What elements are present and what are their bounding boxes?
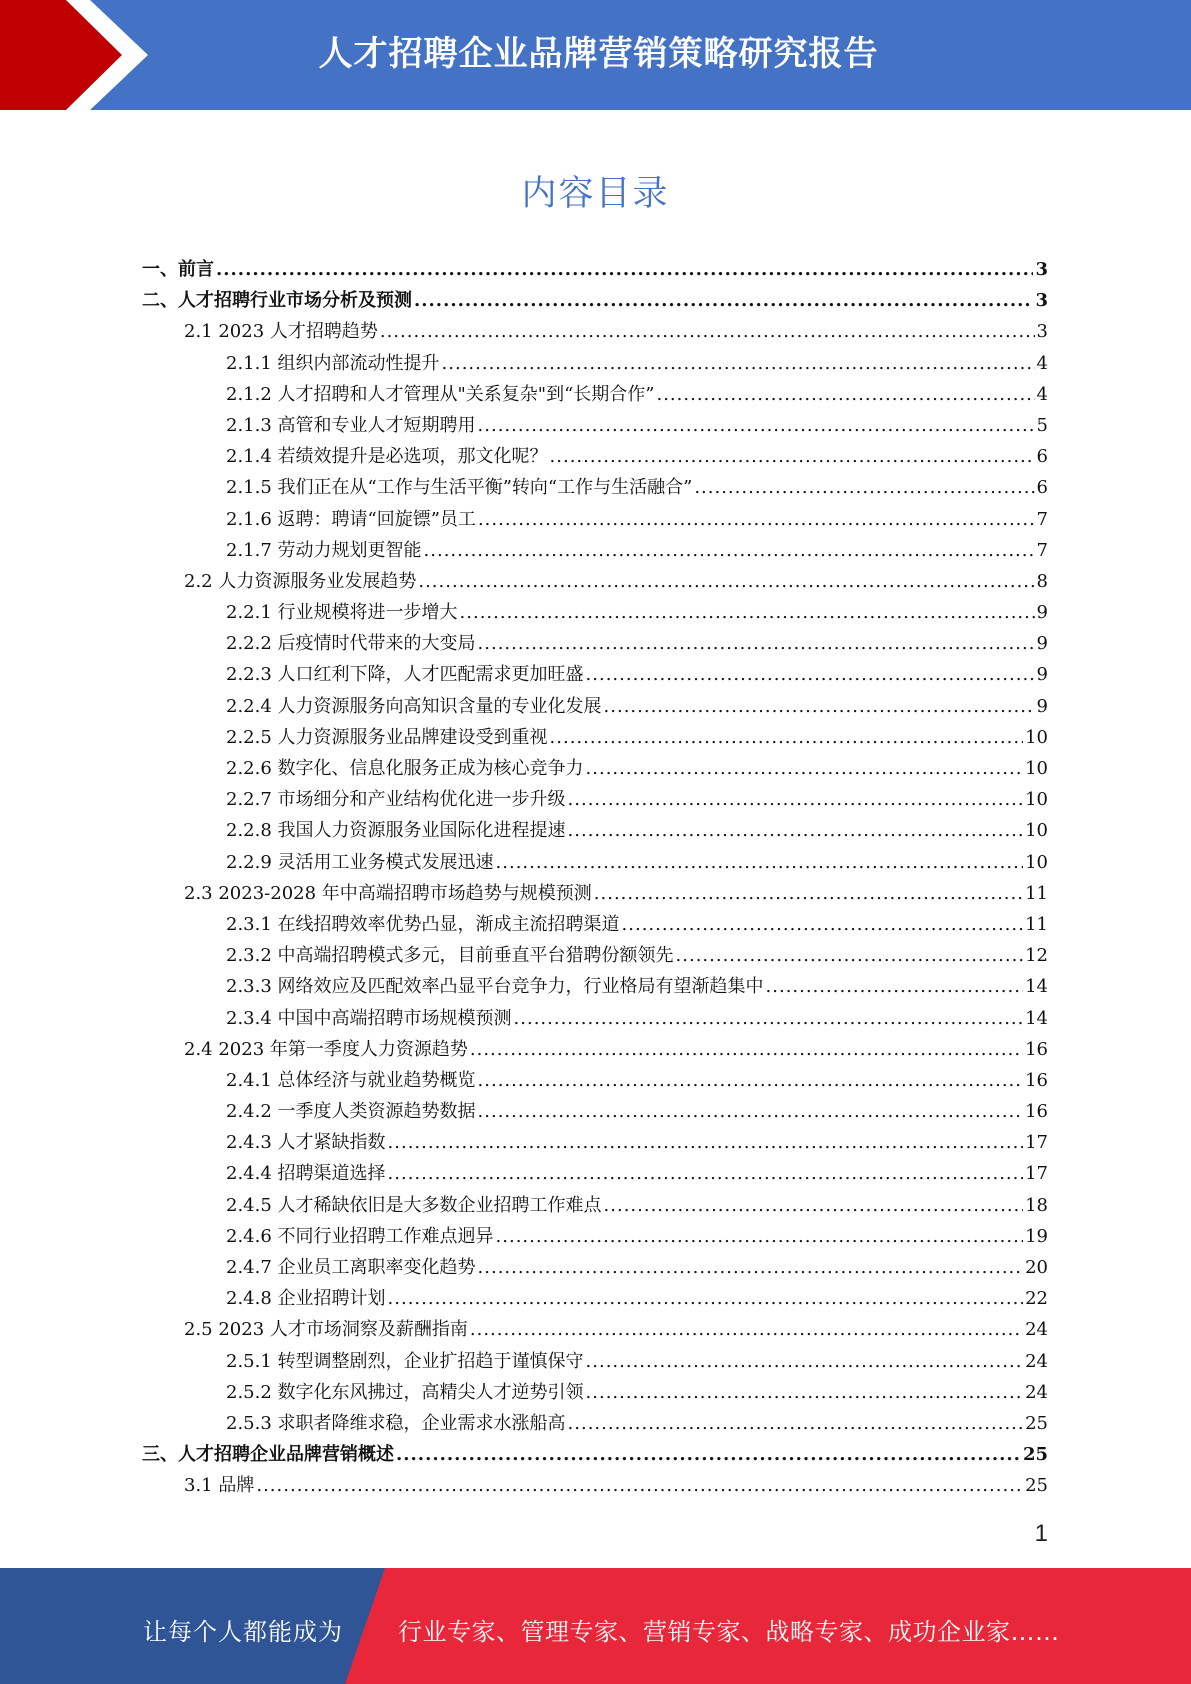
toc-entry-page: 24 [1025,1350,1048,1372]
toc-entry-page: 16 [1025,1038,1048,1060]
toc-entry-title: 2.2.6 数字化、信息化服务正成为核心竞争力 [226,758,584,779]
toc-entry-title: 2.2.2 后疫情时代带来的大变局 [226,633,476,655]
toc-entry-page: 3 [1035,259,1048,280]
toc-entry[interactable] [142,1408,1048,1439]
toc-leader-dots [442,348,1035,379]
toc-entry-page: 16 [1025,1101,1048,1123]
toc-entry-page: 3 [1036,321,1048,343]
toc-entry-page: 14 [1025,976,1048,998]
toc-leader-dots [496,1221,1024,1252]
report-title: 人才招聘企业品牌营销策略研究报告 [318,34,879,74]
toc-entry-title: 2.1.6 返聘：聘请“回旋镖”员工 [226,508,476,530]
toc-entry-page: 25 [1025,1412,1048,1434]
toc-entry[interactable] [142,628,1048,659]
toc-entry-page: 8 [1036,570,1048,592]
footer-slogan-left: 让每个人都能成为 [143,1618,343,1646]
toc-entry-title: 一、前言 [142,259,214,280]
toc-entry-page: 22 [1025,1288,1048,1310]
toc-leader-dots [568,815,1024,846]
toc-leader-dots [514,1003,1024,1034]
toc-entry[interactable] [142,847,1048,878]
toc-entry-title: 2.5 2023 人才市场洞察及薪酬指南 [184,1319,468,1341]
toc-entry[interactable] [142,1252,1048,1283]
toc-leader-dots [586,1346,1024,1377]
toc-entry[interactable] [142,815,1048,846]
toc-entry[interactable] [142,1065,1048,1096]
toc-leader-dots [470,1034,1023,1065]
toc-entry-title: 2.1.3 高管和专业人才短期聘用 [226,414,476,436]
toc-entry-page: 5 [1036,414,1048,436]
toc-leader-dots [622,909,1024,940]
toc-entry[interactable] [142,1158,1048,1189]
toc-entry-title: 2.1.2 人才招聘和人才管理从"关系复杂"到“长期合作” [226,383,655,405]
toc-entry[interactable] [142,1283,1048,1314]
toc-leader-dots [586,1377,1024,1408]
toc-entry-page: 17 [1025,1132,1048,1154]
toc-entry[interactable] [142,659,1048,690]
table-of-contents [142,254,1048,1502]
toc-leader-dots [496,847,1024,878]
toc-entry-title: 2.4.8 企业招聘计划 [226,1288,386,1310]
toc-entry-page: 4 [1036,352,1048,374]
toc-entry-page: 10 [1025,789,1048,811]
toc-entry[interactable] [142,410,1048,441]
toc-entry-page: 25 [1022,1444,1048,1466]
toc-entry-page: 24 [1025,1319,1048,1341]
toc-entry-page: 10 [1025,758,1048,779]
toc-heading: 内容目录 [521,174,670,214]
toc-entry[interactable] [142,753,1048,784]
toc-entry[interactable] [142,597,1048,628]
page-number: 1 [1034,1520,1048,1547]
toc-leader-dots [550,722,1024,753]
toc-entry-title: 2.2.8 我国人力资源服务业国际化进程提速 [226,820,566,842]
toc-leader-dots [216,254,1033,285]
toc-entry[interactable] [142,691,1048,722]
toc-entry-title: 2.3.1 在线招聘效率优势凸显，渐成主流招聘渠道 [226,913,620,935]
toc-entry[interactable] [142,1003,1048,1034]
toc-leader-dots [766,971,1024,1002]
toc-entry-page: 6 [1036,477,1048,499]
toc-entry-title: 2.1.5 我们正在从“工作与生活平衡”转向“工作与生活融合” [226,477,693,499]
toc-leader-dots [694,472,1034,503]
toc-entry[interactable] [142,1439,1048,1470]
toc-entry-title: 2.4.6 不同行业招聘工作难点迥异 [226,1225,494,1247]
toc-entry[interactable] [142,1470,1048,1501]
toc-entry[interactable] [142,379,1048,410]
toc-entry-page: 18 [1025,1194,1048,1216]
toc-entry[interactable] [142,940,1048,971]
toc-entry-title: 2.2.4 人力资源服务向高知识含量的专业化发展 [226,695,602,717]
toc-leader-dots [594,878,1023,909]
toc-entry-title: 3.1 品牌 [184,1475,255,1497]
toc-leader-dots [604,691,1035,722]
toc-leader-dots [568,784,1024,815]
toc-entry-page: 10 [1025,820,1048,842]
toc-entry[interactable] [142,784,1048,815]
toc-entry[interactable] [142,1190,1048,1221]
toc-entry-title: 2.3 2023-2028 年中高端招聘市场趋势与规模预测 [184,882,592,904]
toc-entry-page: 11 [1025,882,1048,904]
toc-entry[interactable] [142,348,1048,379]
toc-entry-title: 2.4.2 一季度人类资源趋势数据 [226,1101,476,1123]
toc-leader-dots [256,1470,1023,1501]
toc-entry-title: 2.4 2023 年第一季度人力资源趋势 [184,1038,468,1060]
toc-entry-title: 2.4.5 人才稀缺依旧是大多数企业招聘工作难点 [226,1194,602,1216]
toc-entry[interactable] [142,566,1048,597]
toc-entry[interactable] [142,1096,1048,1127]
toc-entry[interactable] [142,535,1048,566]
toc-leader-dots [656,379,1034,410]
toc-entry[interactable] [142,254,1048,285]
toc-entry-page: 25 [1025,1475,1048,1497]
toc-entry-page: 9 [1036,633,1048,655]
header-banner [0,0,1191,110]
toc-entry-title: 2.2.5 人力资源服务业品牌建设受到重视 [226,726,548,748]
toc-entry-title: 2.3.2 中高端招聘模式多元，目前垂直平台猎聘份额领先 [226,945,674,967]
toc-entry[interactable] [142,1346,1048,1377]
footer-banner [0,1568,1191,1684]
toc-leader-dots [388,1158,1024,1189]
toc-entry[interactable] [142,1314,1048,1345]
toc-entry-title: 2.2.9 灵活用工业务模式发展迅速 [226,851,494,873]
toc-leader-dots [418,566,1034,597]
toc-entry[interactable] [142,722,1048,753]
toc-entry-page: 14 [1025,1007,1048,1029]
toc-entry[interactable] [142,1127,1048,1158]
toc-entry-title: 2.1.7 劳动力规划更智能 [226,539,422,561]
toc-entry-title: 2.5.2 数字化东风拂过，高精尖人才逆势引领 [226,1381,584,1403]
toc-leader-dots [460,597,1035,628]
toc-leader-dots [388,1127,1024,1158]
toc-entry-page: 6 [1036,446,1048,468]
toc-entry-title: 2.4.7 企业员工离职率变化趋势 [226,1257,476,1278]
toc-leader-dots [586,753,1024,784]
toc-entry-title: 二、人才招聘行业市场分析及预测 [142,290,412,312]
toc-leader-dots [396,1439,1021,1470]
toc-entry-title: 2.5.1 转型调整剧烈，企业扩招趋于谨慎保守 [226,1350,584,1372]
toc-entry-title: 2.2 人力资源服务业发展趋势 [184,570,417,592]
toc-leader-dots [470,1314,1023,1345]
toc-entry-title: 2.3.3 网络效应及匹配效率凸显平台竞争力，行业格局有望渐趋集中 [226,976,764,998]
toc-entry[interactable] [142,472,1048,503]
toc-leader-dots [550,441,1035,472]
toc-entry-page: 10 [1025,851,1048,873]
toc-leader-dots [414,285,1033,316]
toc-entry-page: 17 [1025,1163,1048,1185]
toc-leader-dots [568,1408,1024,1439]
toc-entry-title: 2.1.1 组织内部流动性提升 [226,352,440,374]
toc-entry-page: 16 [1025,1069,1048,1091]
toc-entry[interactable] [142,1377,1048,1408]
toc-entry-page: 10 [1025,726,1048,748]
toc-entry-title: 2.2.7 市场细分和产业结构优化进一步升级 [226,789,566,811]
toc-entry-page: 9 [1036,664,1048,686]
toc-leader-dots [478,504,1035,535]
toc-entry[interactable] [142,971,1048,1002]
toc-entry-page: 24 [1025,1381,1048,1403]
toc-leader-dots [604,1190,1024,1221]
toc-entry-title: 2.2.1 行业规模将进一步增大 [226,602,458,624]
toc-entry-title: 2.1.4 若绩效提升是必选项，那文化呢？ [226,446,548,468]
toc-entry-page: 20 [1025,1257,1048,1278]
toc-leader-dots [478,1065,1024,1096]
toc-entry-title: 2.2.3 人口红利下降，人才匹配需求更加旺盛 [226,664,584,686]
toc-entry-page: 19 [1025,1225,1048,1247]
toc-leader-dots [478,628,1035,659]
toc-entry[interactable] [142,285,1048,316]
toc-entry-title: 三、人才招聘企业品牌营销概述 [142,1444,394,1466]
toc-leader-dots [424,535,1035,566]
toc-leader-dots [380,316,1035,347]
toc-leader-dots [478,410,1035,441]
toc-leader-dots [478,1096,1024,1127]
toc-entry-page: 4 [1036,383,1048,405]
toc-entry[interactable] [142,1221,1048,1252]
toc-entry-page: 11 [1025,913,1048,935]
toc-entry[interactable] [142,1034,1048,1065]
toc-entry[interactable] [142,878,1048,909]
toc-entry[interactable] [142,441,1048,472]
toc-entry-page: 12 [1025,945,1048,967]
toc-entry-title: 2.4.1 总体经济与就业趋势概览 [226,1069,476,1091]
toc-entry-title: 2.5.3 求职者降维求稳，企业需求水涨船高 [226,1412,566,1434]
footer-slogan-right: 行业专家、管理专家、营销专家、战略专家、成功企业家…… [398,1618,1060,1646]
toc-entry[interactable] [142,316,1048,347]
toc-leader-dots [586,659,1035,690]
toc-entry-page: 3 [1035,290,1048,312]
toc-entry-page: 9 [1036,695,1048,717]
toc-entry-page: 7 [1036,508,1048,530]
toc-leader-dots [676,940,1024,971]
toc-entry-page: 7 [1036,539,1048,561]
toc-entry[interactable] [142,504,1048,535]
toc-entry-title: 2.4.4 招聘渠道选择 [226,1163,386,1185]
toc-entry-title: 2.3.4 中国中高端招聘市场规模预测 [226,1007,512,1029]
toc-entry-page: 9 [1036,602,1048,624]
toc-entry-title: 2.1 2023 人才招聘趋势 [184,321,378,343]
toc-leader-dots [478,1252,1024,1283]
toc-entry-title: 2.4.3 人才紧缺指数 [226,1132,386,1154]
toc-entry[interactable] [142,909,1048,940]
toc-leader-dots [388,1283,1024,1314]
